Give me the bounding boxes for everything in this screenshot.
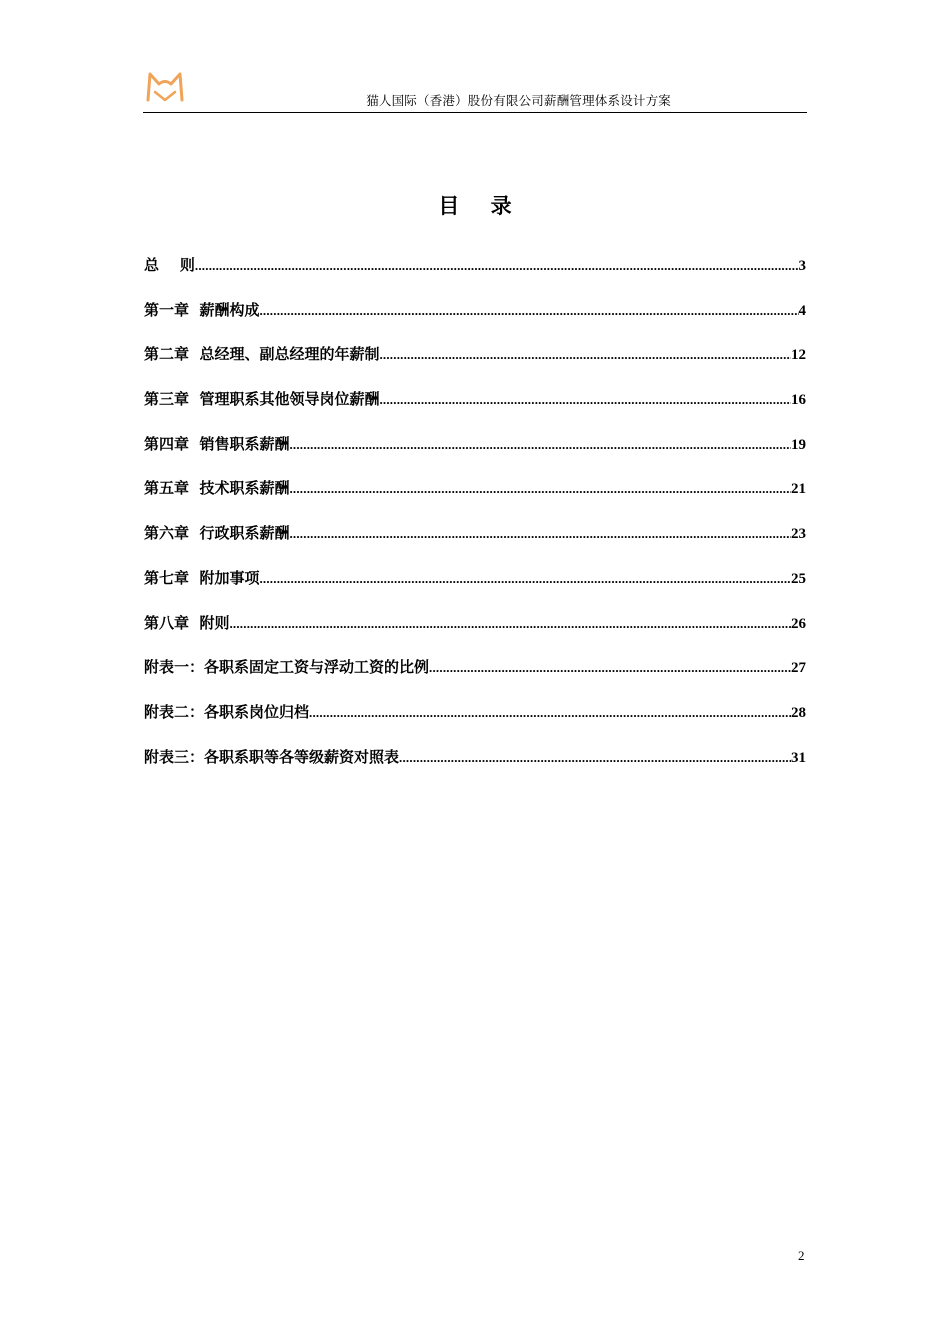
toc-entry-page: 3 (798, 258, 806, 274)
toc-entry-chapter-5[interactable] (144, 477, 806, 522)
toc-entry-chapter-7[interactable] (144, 567, 806, 612)
toc-leader-dots (309, 705, 791, 721)
toc-entry-label: 第四章 销售职系薪酬 (144, 434, 290, 453)
table-of-contents (144, 254, 806, 790)
toc-leader-dots (289, 437, 791, 453)
toc-entry-chapter-6[interactable] (144, 522, 806, 567)
toc-entry-page: 25 (791, 570, 806, 587)
toc-entry-label: 第一章 薪酬构成 (144, 300, 260, 319)
toc-leader-dots (379, 347, 791, 363)
toc-entry-label: 第五章 技术职系薪酬 (144, 479, 290, 498)
toc-entry-label: 附表一：各职系固定工资与浮动工资的比例 (144, 658, 430, 677)
toc-leader-dots (289, 481, 791, 497)
toc-entry-page: 4 (798, 302, 806, 319)
toc-leader-dots (195, 258, 799, 274)
toc-heading: 目 录 (438, 194, 524, 218)
cat-logo-icon (145, 70, 185, 104)
toc-entry-label: 第二章 总经理、副总经理的年薪制 (144, 345, 380, 364)
toc-entry-appendix-3[interactable] (144, 746, 806, 791)
toc-entry-label: 附表三：各职系职等各等级薪资对照表 (144, 747, 400, 766)
toc-entry-chapter-3[interactable] (144, 388, 806, 433)
toc-entry-chapter-4[interactable] (144, 433, 806, 478)
toc-leader-dots (289, 526, 791, 542)
toc-entry-appendix-1[interactable] (144, 656, 806, 701)
toc-entry-label: 第八章 附则 (144, 613, 230, 632)
toc-leader-dots (429, 660, 791, 676)
toc-entry-page: 27 (791, 660, 806, 677)
toc-entry-page: 26 (791, 615, 806, 632)
toc-entry-page: 19 (791, 436, 806, 453)
page-number: 2 (798, 1248, 805, 1263)
document-title: 猫人国际（香港）股份有限公司薪酬管理体系设计方案 (366, 93, 671, 108)
toc-entry-page: 12 (791, 347, 806, 364)
toc-entry-appendix-2[interactable] (144, 701, 806, 746)
toc-entry-page: 21 (791, 481, 806, 498)
page-header (143, 68, 807, 113)
toc-entry-page: 16 (791, 392, 806, 409)
toc-leader-dots (229, 616, 791, 632)
toc-entry-page: 23 (791, 526, 806, 543)
toc-leader-dots (399, 750, 791, 766)
toc-leader-dots (259, 303, 798, 319)
toc-entry-page: 28 (791, 704, 806, 721)
toc-entry-label: 第七章 附加事项 (144, 568, 260, 587)
toc-leader-dots (379, 392, 791, 408)
toc-entry-general[interactable] (144, 254, 806, 299)
toc-entry-label: 总 则 (144, 256, 195, 274)
toc-entry-chapter-8[interactable] (144, 612, 806, 657)
toc-leader-dots (259, 571, 791, 587)
toc-entry-label: 附表二：各职系岗位归档 (144, 702, 310, 721)
toc-entry-label: 第三章 管理职系其他领导岗位薪酬 (144, 390, 380, 409)
toc-entry-page: 31 (791, 749, 806, 766)
toc-entry-chapter-1[interactable] (144, 299, 806, 344)
toc-entry-chapter-2[interactable] (144, 343, 806, 388)
toc-entry-label: 第六章 行政职系薪酬 (144, 524, 290, 543)
